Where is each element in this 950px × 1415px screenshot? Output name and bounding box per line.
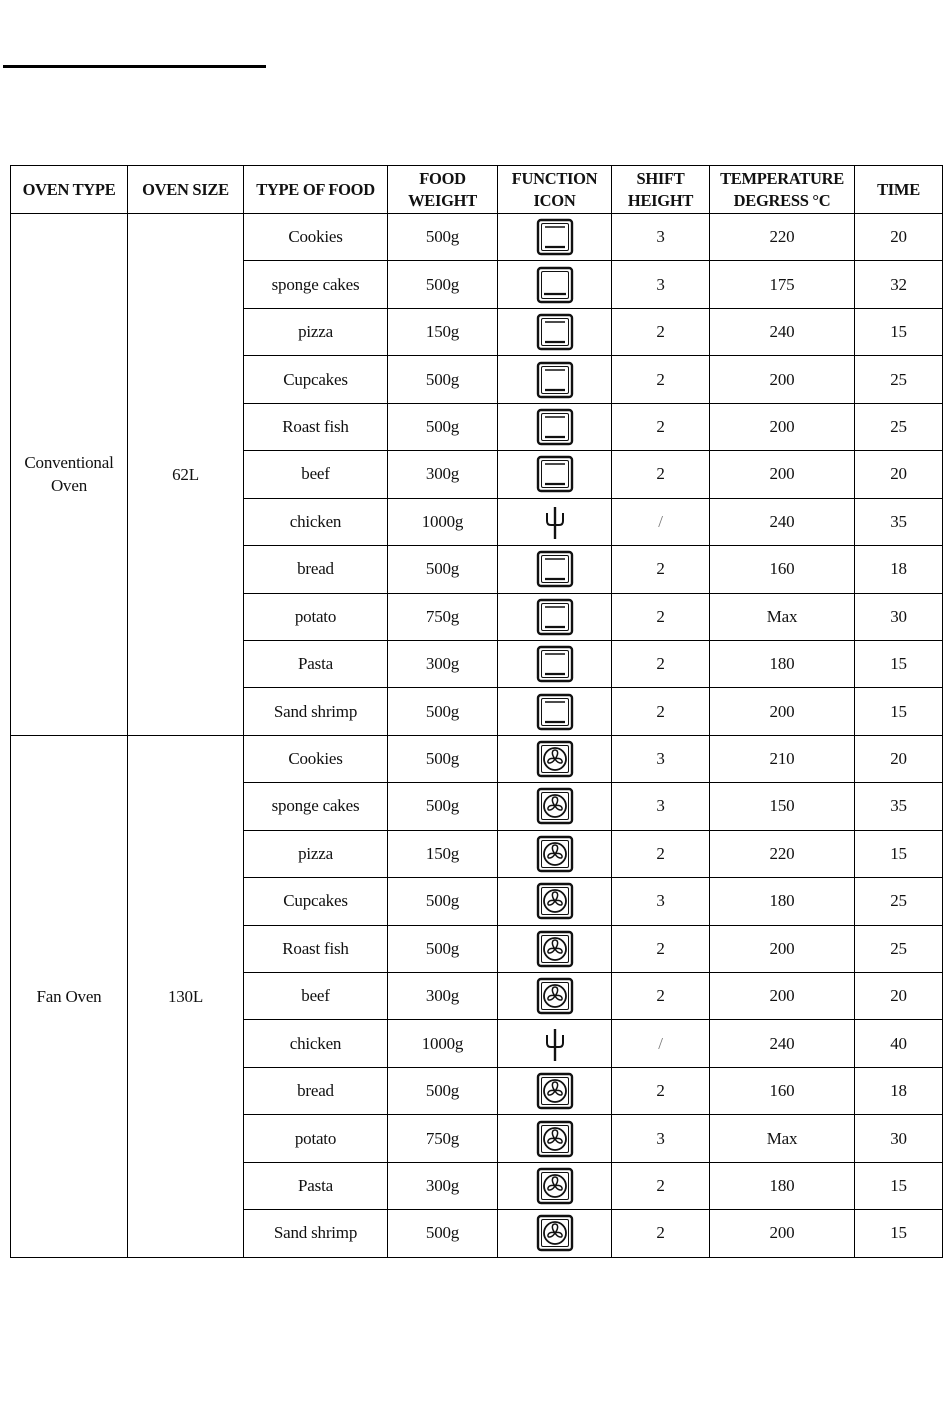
function-icon-cell [498,783,612,830]
food-cell: beef [244,451,388,498]
shift-height-cell: 2 [612,593,710,640]
oven-type-text: Oven [50,476,88,496]
weight-cell: 150g [388,308,498,355]
weight-cell: 150g [388,830,498,877]
food-cell: sponge cakes [244,783,388,830]
shift-height-cell: / [612,498,710,545]
function-icon-cell [498,356,612,403]
function-icon-cell [498,308,612,355]
temperature-cell: 220 [710,830,855,877]
function-icon-cell [498,546,612,593]
time-cell: 15 [855,1162,943,1209]
time-cell: 20 [855,973,943,1020]
food-cell: chicken [244,1020,388,1067]
food-cell: potato [244,1115,388,1162]
function-icon-cell [498,1067,612,1114]
oven-size-cell: 130L [128,735,244,1257]
function-icon-cell [498,735,612,782]
temperature-cell: 180 [710,640,855,687]
weight-cell: 300g [388,1162,498,1209]
temperature-cell: Max [710,593,855,640]
function-icon-cell [498,925,612,972]
shift-height-cell: 2 [612,1210,710,1257]
food-cell: Sand shrimp [244,688,388,735]
time-cell: 40 [855,1020,943,1067]
weight-cell: 500g [388,546,498,593]
oven-type-cell [11,735,128,1257]
table-body [11,214,943,1258]
function-icon-cell [498,1162,612,1209]
shift-height-cell: 2 [612,546,710,593]
fan-icon [536,1072,574,1110]
weight-cell: 500g [388,735,498,782]
temperature-cell: 200 [710,1210,855,1257]
food-cell: pizza [244,308,388,355]
food-cell: Pasta [244,1162,388,1209]
fan-icon [536,835,574,873]
time-cell: 18 [855,1067,943,1114]
food-cell: potato [244,593,388,640]
time-cell: 25 [855,925,943,972]
time-cell: 15 [855,308,943,355]
function-icon-cell [498,830,612,877]
weight-cell: 300g [388,451,498,498]
food-cell: Cupcakes [244,356,388,403]
shift-height-cell: 2 [612,356,710,403]
weight-cell: 500g [388,356,498,403]
rotisserie-icon [536,503,574,541]
fan-icon [536,1167,574,1205]
weight-cell: 1000g [388,1020,498,1067]
fan-icon [536,882,574,920]
time-cell: 18 [855,546,943,593]
food-cell: Roast fish [244,403,388,450]
shift-height-cell: 2 [612,973,710,1020]
header-text: FOOD [419,168,466,188]
time-cell: 15 [855,688,943,735]
temperature-cell: 200 [710,925,855,972]
shift-height-cell: 2 [612,925,710,972]
temperature-cell: 200 [710,451,855,498]
header-text: TYPE OF FOOD [256,179,375,199]
rotisserie-icon [536,1025,574,1063]
table-row [11,214,943,261]
conventional-heat-icon [536,645,574,683]
weight-cell: 500g [388,403,498,450]
fan-icon [536,1214,574,1252]
fan-icon [536,740,574,778]
shift-height-cell: 2 [612,830,710,877]
shift-height-cell: 2 [612,1067,710,1114]
weight-cell: 750g [388,593,498,640]
header-shift-height [612,166,710,214]
oven-size-cell: 62L [128,214,244,736]
food-cell: Cookies [244,214,388,261]
header-oven-type [11,166,128,214]
time-cell: 20 [855,451,943,498]
temperature-cell: 240 [710,1020,855,1067]
time-cell: 32 [855,261,943,308]
food-cell: pizza [244,830,388,877]
function-icon-cell [498,688,612,735]
conventional-heat-icon [536,313,574,351]
time-cell: 25 [855,356,943,403]
conventional-heat-icon [536,361,574,399]
time-cell: 30 [855,593,943,640]
temperature-cell: 180 [710,1162,855,1209]
bottom-heat-icon [536,266,574,304]
time-cell: 15 [855,1210,943,1257]
function-icon-cell [498,498,612,545]
time-cell: 20 [855,214,943,261]
temperature-cell: 180 [710,878,855,925]
function-icon-cell [498,973,612,1020]
conventional-heat-icon [536,218,574,256]
shift-height-cell: 2 [612,688,710,735]
shift-height-cell: 3 [612,214,710,261]
shift-height-cell: 3 [612,735,710,782]
shift-height-cell: 3 [612,261,710,308]
food-cell: Pasta [244,640,388,687]
weight-cell: 750g [388,1115,498,1162]
temperature-cell: 240 [710,308,855,355]
food-cell: Roast fish [244,925,388,972]
food-cell: Cookies [244,735,388,782]
shift-height-cell: 2 [612,403,710,450]
time-cell: 25 [855,403,943,450]
food-cell: sponge cakes [244,261,388,308]
function-icon-cell [498,1020,612,1067]
header-text: TEMPERATURE [720,168,844,188]
temperature-cell: 240 [710,498,855,545]
weight-cell: 1000g [388,498,498,545]
header-temperature [710,166,855,214]
shift-height-cell: 3 [612,783,710,830]
header-time [855,166,943,214]
function-icon-cell [498,1210,612,1257]
shift-height-cell: 2 [612,308,710,355]
oven-type-text: Fan Oven [36,986,102,1006]
oven-type-text: Conventional [24,453,114,473]
weight-cell: 500g [388,783,498,830]
temperature-cell: 150 [710,783,855,830]
weight-cell: 500g [388,261,498,308]
temperature-cell: 220 [710,214,855,261]
fan-icon [536,930,574,968]
conventional-heat-icon [536,550,574,588]
time-cell: 15 [855,640,943,687]
weight-cell: 500g [388,1067,498,1114]
food-cell: Sand shrimp [244,1210,388,1257]
food-cell: Cupcakes [244,878,388,925]
header-text: ICON [533,190,576,210]
header-text: OVEN TYPE [22,179,116,199]
shift-height-cell: 3 [612,1115,710,1162]
weight-cell: 300g [388,640,498,687]
function-icon-cell [498,878,612,925]
time-cell: 30 [855,1115,943,1162]
shift-height-cell: 3 [612,878,710,925]
header-text: WEIGHT [408,190,477,210]
weight-cell: 500g [388,878,498,925]
function-icon-cell [498,261,612,308]
food-cell: bread [244,1067,388,1114]
shift-height-cell: / [612,1020,710,1067]
function-icon-cell [498,403,612,450]
temperature-cell: 175 [710,261,855,308]
temperature-cell: 160 [710,1067,855,1114]
time-cell: 35 [855,498,943,545]
temperature-cell: 200 [710,403,855,450]
temperature-cell: 200 [710,973,855,1020]
food-cell: bread [244,546,388,593]
conventional-heat-icon [536,455,574,493]
temperature-cell: 210 [710,735,855,782]
time-cell: 15 [855,830,943,877]
function-icon-cell [498,1115,612,1162]
header-text: TIME [877,179,920,199]
temperature-cell: 200 [710,356,855,403]
header-text: OVEN SIZE [142,179,229,199]
food-cell: beef [244,973,388,1020]
shift-height-cell: 2 [612,451,710,498]
function-icon-cell [498,451,612,498]
header-text: SHIFT [636,168,685,188]
time-cell: 20 [855,735,943,782]
header-text: HEIGHT [627,190,694,210]
temperature-cell: 160 [710,546,855,593]
fan-icon [536,1120,574,1158]
weight-cell: 300g [388,973,498,1020]
weight-cell: 500g [388,925,498,972]
header-food-weight [388,166,498,214]
conventional-heat-icon [536,693,574,731]
header-text: DEGRESS °C [733,190,831,210]
shift-height-cell: 2 [612,1162,710,1209]
header-type-of-food [244,166,388,214]
conventional-heat-icon [536,598,574,636]
fan-icon [536,787,574,825]
temperature-cell: Max [710,1115,855,1162]
header-oven-size [128,166,244,214]
temperature-cell: 200 [710,688,855,735]
oven-cooking-table [10,165,943,1258]
weight-cell: 500g [388,688,498,735]
time-cell: 25 [855,878,943,925]
table-row [11,735,943,782]
header-text: FUNCTION [511,168,598,188]
time-cell: 35 [855,783,943,830]
top-rule [3,65,266,68]
shift-height-cell: 2 [612,640,710,687]
food-cell: chicken [244,498,388,545]
oven-type-cell [11,214,128,736]
function-icon-cell [498,593,612,640]
weight-cell: 500g [388,214,498,261]
conventional-heat-icon [536,408,574,446]
header-row [11,166,943,214]
function-icon-cell [498,640,612,687]
fan-icon [536,977,574,1015]
weight-cell: 500g [388,1210,498,1257]
header-function-icon [498,166,612,214]
function-icon-cell [498,214,612,261]
